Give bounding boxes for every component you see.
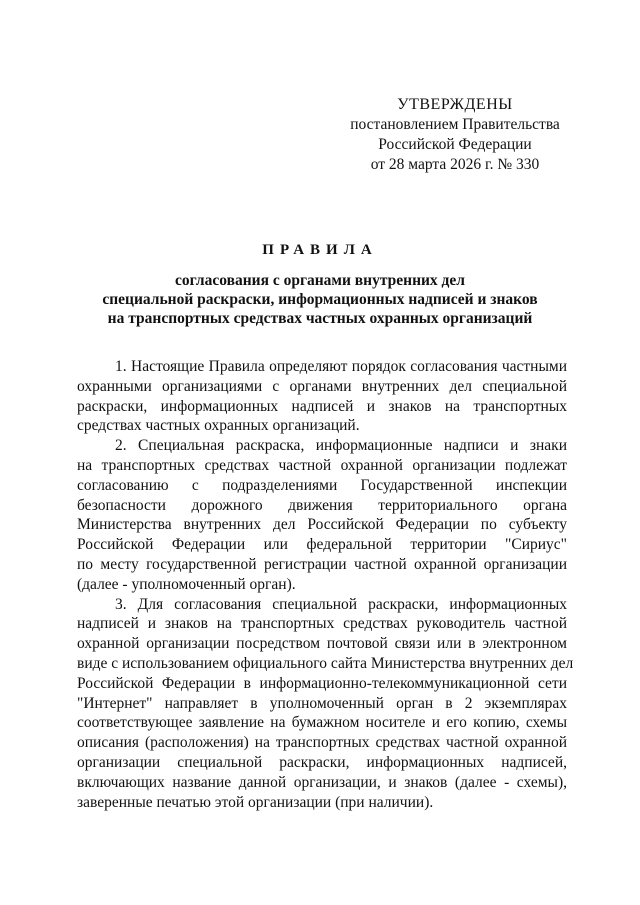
paragraph-line: Российской Федерации или федеральной территории "Сириус"	[77, 536, 567, 554]
paragraph-line: (далее - уполномоченный орган).	[77, 575, 296, 593]
paragraph-3	[77, 595, 574, 813]
paragraph-line: раскраски, информационных надписей и знаков на транспортных	[77, 397, 567, 415]
paragraph-line: включающих название данной организации, и знаков (далее - схемы),	[77, 773, 567, 791]
paragraph-line: заверенные печатью этой организации (при наличии).	[77, 793, 434, 811]
approval-line: от 28 марта 2026 г. № 330	[370, 156, 540, 173]
paragraph-line: охранной организации посредством почтовой связи или в электронном	[77, 635, 567, 653]
subtitle-line: специальной раскраски, информационных надписей и знаков	[102, 291, 538, 308]
paragraph-line: 2. Специальная раскраска, информационные надписи и знаки	[115, 437, 567, 455]
paragraph-line: охранными организациями с органами внутренних дел специальной	[77, 377, 567, 395]
document-title: ПРАВИЛА	[262, 242, 378, 258]
subtitle-line: согласования с органами внутренних дел	[175, 272, 465, 289]
paragraph-1	[77, 357, 567, 436]
paragraph-line: Министерства внутренних дел Российской Федерации по субъекту	[77, 516, 567, 534]
subtitle-line: на транспортных средствах частных охранных организаций	[107, 310, 533, 327]
paragraph-line: безопасности дорожного движения территориального органа	[77, 496, 567, 514]
paragraph-line: 1. Настоящие Правила определяют порядок согласования частными	[115, 358, 567, 375]
paragraph-line: "Интернет" направляет в уполномоченный орган в 2 экземплярах	[77, 694, 567, 712]
paragraph-line: по месту государственной регистрации частной охранной организации	[77, 555, 567, 573]
approval-heading: УТВЕРЖДЕНЫ	[397, 96, 513, 113]
approval-line: постановлением Правительства	[350, 116, 560, 133]
paragraph-2	[77, 436, 567, 594]
document-body	[77, 357, 574, 812]
paragraph-line: надписей и знаков на транспортных средствах руководитель частной	[77, 615, 567, 633]
paragraph-line: согласованию с подразделениями Государственной инспекции	[77, 476, 567, 494]
paragraph-line: средствах частных охранных организаций.	[77, 417, 360, 435]
paragraph-line: соответствующее заявление на бумажном носителе и его копию, схемы	[77, 714, 567, 732]
approval-line: Российской Федерации	[378, 136, 532, 153]
approval-block	[350, 95, 560, 175]
document-subtitle	[70, 271, 570, 328]
paragraph-line: организации специальной раскраски, информационных надписей,	[77, 753, 567, 771]
paragraph-line: Российской Федерации в информационно-телекоммуникационной сети	[77, 674, 567, 692]
paragraph-line: 3. Для согласования специальной раскраски, информационных	[115, 595, 567, 613]
paragraph-line: на транспортных средствах частной охранной организации подлежат	[77, 456, 567, 474]
paragraph-line: виде с использованием официального сайта Министерства внутренних дел	[77, 654, 574, 672]
paragraph-line: описания (расположения) на транспортных средствах частной охранной	[77, 734, 567, 752]
